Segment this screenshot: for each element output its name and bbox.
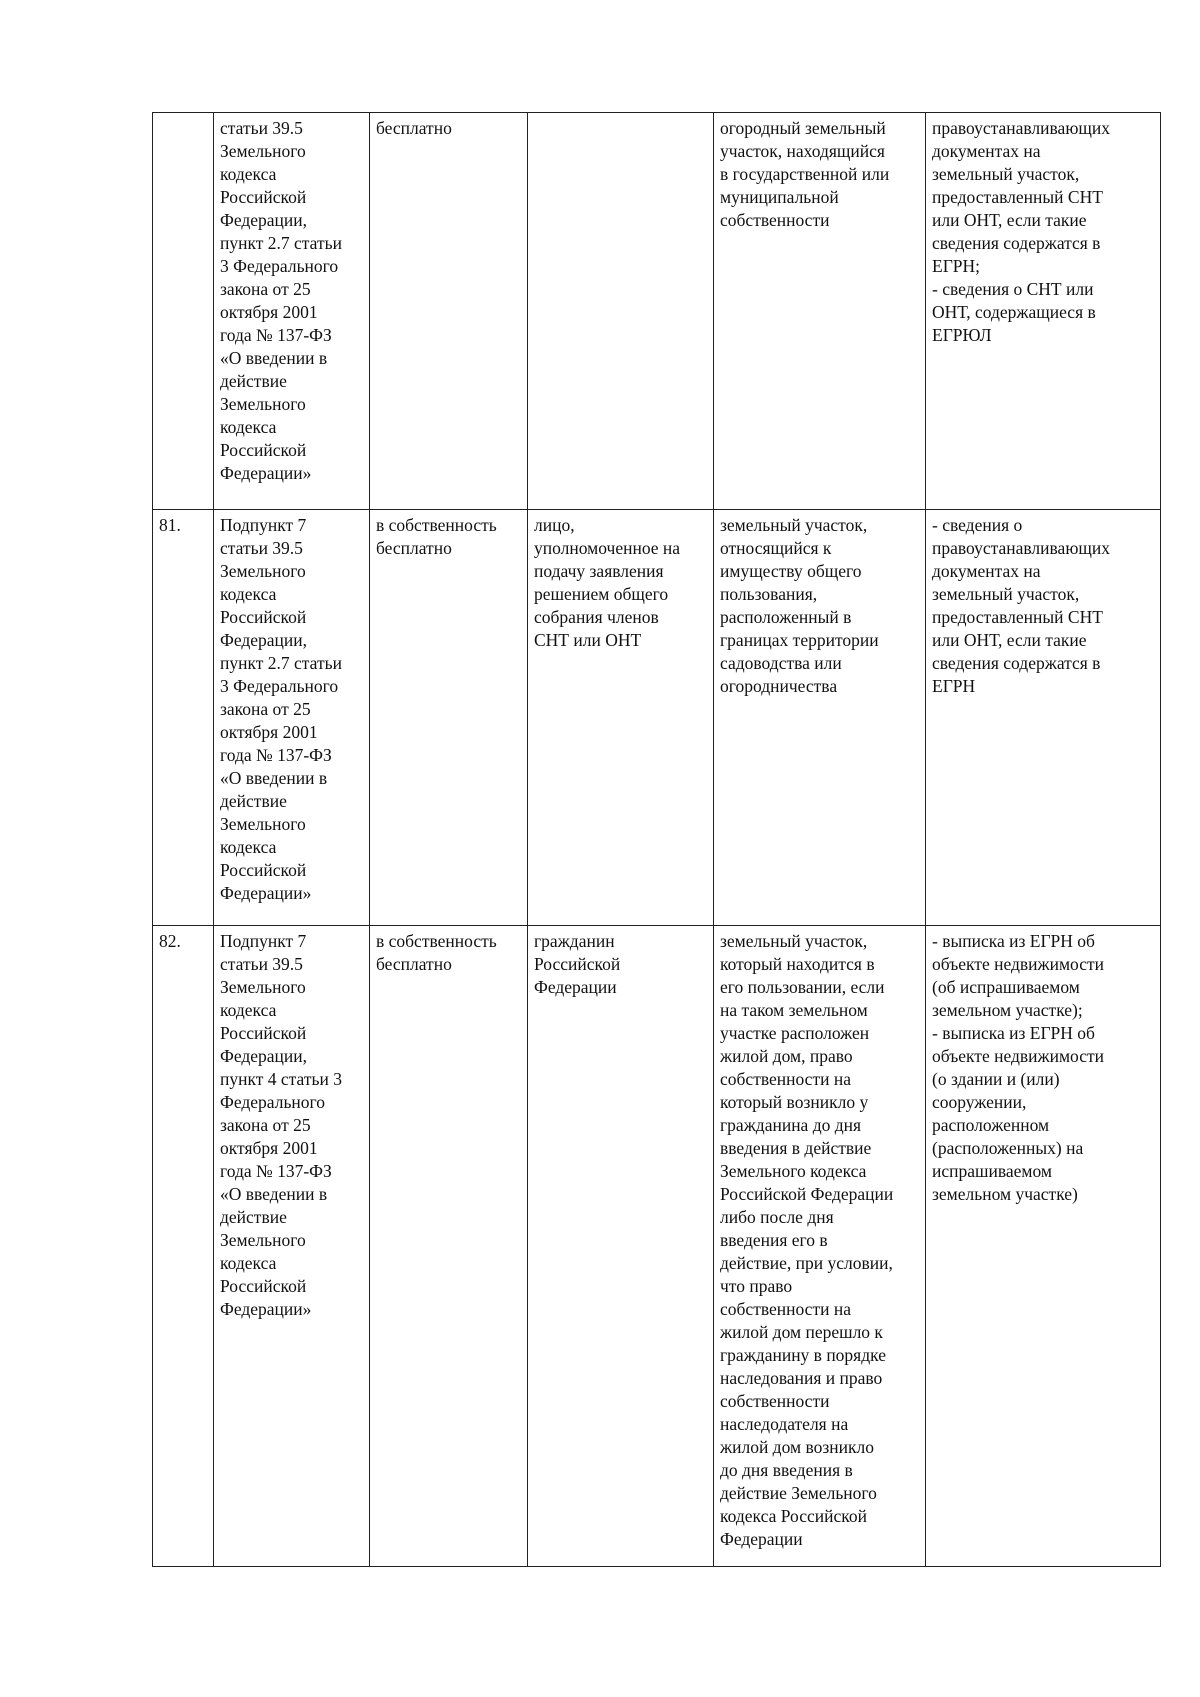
land-object-cell: земельный участок, который находится в его пользовании, если на таком земельном участке расположен жилой дом, право собственности на который возникло у гражданина до дня введения в действие Земельного кодекса Российской Федерации либо после дня введения его в действие, при условии, что право собственности на жилой дом перешло к гражданину в порядке наследования и право собственности наследодателя на жилой дом возникло до дня введения в действие Земельного кодекса Российской Федерации bbox=[714, 926, 926, 1567]
land-object-cell: земельный участок, относящийся к имуществу общего пользования, расположенный в границах территории садоводства или огородничества bbox=[714, 510, 926, 926]
documents-cell: - выписка из ЕГРН об объекте недвижимости (об испрашиваемом земельном участке); - выписка из ЕГРН об объекте недвижимости (о здании и (или) сооружении, расположенном (расположенных) на испрашиваемом земельном участке) bbox=[926, 926, 1161, 1567]
documents-cell: - сведения о правоустанавливающих документах на земельный участок, предоставленный СНТ или ОНТ, если такие сведения содержатся в ЕГРН bbox=[926, 510, 1161, 926]
land-object-cell: огородный земельный участок, находящийся в государственной или муниципальной собственности bbox=[714, 113, 926, 510]
applicant-cell: лицо, уполномоченное на подачу заявления решением общего собрания членов СНТ или ОНТ bbox=[528, 510, 714, 926]
row-number-cell: 82. bbox=[153, 926, 214, 1567]
land-provision-table bbox=[152, 112, 1161, 1567]
legal-basis-cell: Подпункт 7 статьи 39.5 Земельного кодекса Российской Федерации, пункт 2.7 статьи 3 Федерального закона от 25 октября 2001 года № 137-ФЗ «О введении в действие Земельного кодекса Российской Федерации» bbox=[214, 510, 370, 926]
provision-type-cell: бесплатно bbox=[370, 113, 528, 510]
row-number-cell: 81. bbox=[153, 510, 214, 926]
provision-type-cell: в собственность бесплатно bbox=[370, 510, 528, 926]
documents-cell: правоустанавливающих документах на земельный участок, предоставленный СНТ или ОНТ, если такие сведения содержатся в ЕГРН; - сведения о СНТ или ОНТ, содержащиеся в ЕГРЮЛ bbox=[926, 113, 1161, 510]
applicant-cell bbox=[528, 113, 714, 510]
table-row bbox=[153, 510, 1161, 926]
table-row bbox=[153, 926, 1161, 1567]
applicant-cell: гражданин Российской Федерации bbox=[528, 926, 714, 1567]
table-row bbox=[153, 113, 1161, 510]
legal-basis-cell: статьи 39.5 Земельного кодекса Российской Федерации, пункт 2.7 статьи 3 Федерального закона от 25 октября 2001 года № 137-ФЗ «О введении в действие Земельного кодекса Российской Федерации» bbox=[214, 113, 370, 510]
row-number-cell bbox=[153, 113, 214, 510]
legal-basis-cell: Подпункт 7 статьи 39.5 Земельного кодекса Российской Федерации, пункт 4 статьи 3 Федерального закона от 25 октября 2001 года № 137-ФЗ «О введении в действие Земельного кодекса Российской Федерации» bbox=[214, 926, 370, 1567]
provision-type-cell: в собственность бесплатно bbox=[370, 926, 528, 1567]
